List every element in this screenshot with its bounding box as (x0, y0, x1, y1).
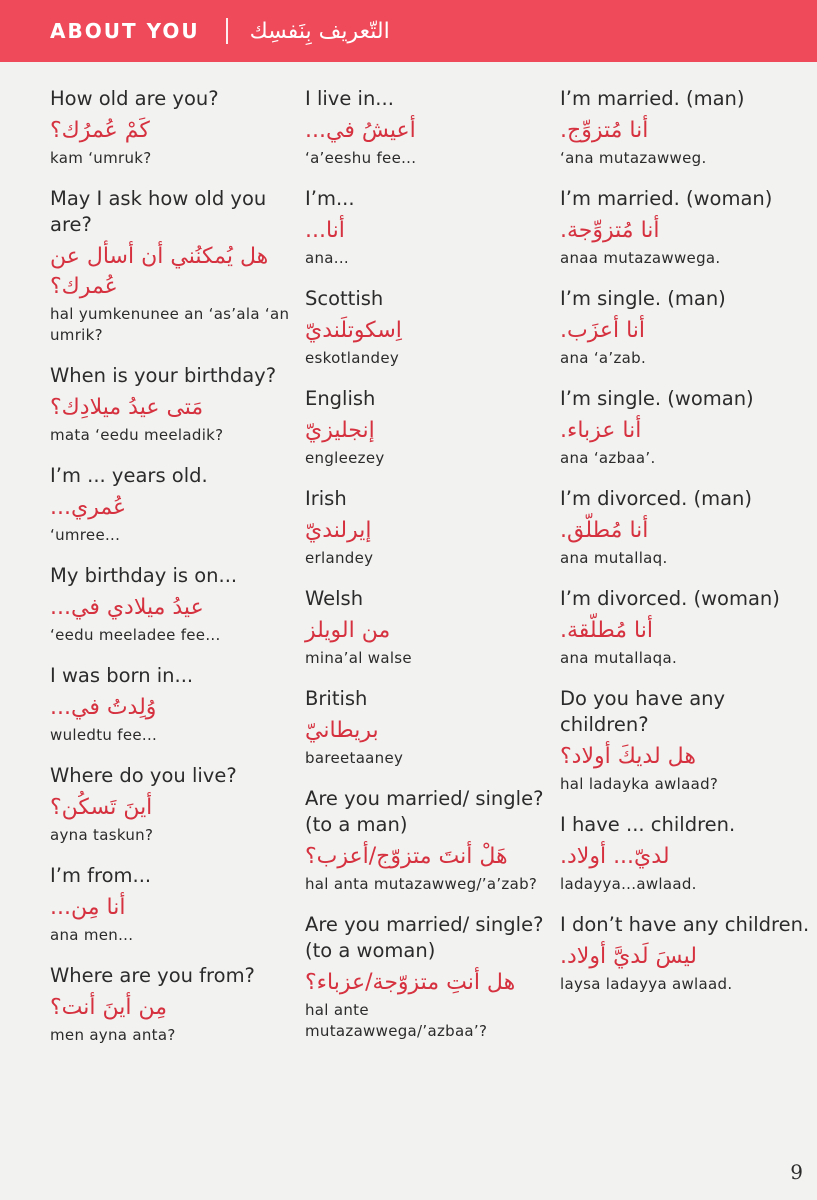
arabic-phrase: أنا عزباء. (560, 418, 642, 443)
phrase-column-3 (560, 86, 810, 1012)
arabic-phrase: أنا أعزَب. (560, 318, 646, 343)
english-phrase: I’m single. (woman) (560, 387, 754, 410)
phrase-entry (50, 963, 300, 1046)
transliteration: ayna taskun? (50, 826, 154, 844)
transliteration: hal ladayka awlaad? (560, 775, 719, 793)
section-title: ABOUT YOU (50, 19, 200, 43)
arabic-phrase: مِن أينَ أنت؟ (50, 995, 168, 1020)
arabic-phrase: هل يُمكنُني أن أسأل عن عُمرك؟ (50, 244, 269, 299)
phrase-entry (50, 363, 300, 446)
phrase-entry (50, 763, 300, 846)
transliteration: hal yumkenunee an ‘as’ala ‘an umrik? (50, 305, 290, 344)
phrase-entry (50, 86, 300, 169)
header-divider (226, 18, 228, 44)
arabic-phrase: بريطانيّ (305, 718, 379, 743)
phrase-entry (305, 86, 555, 169)
english-phrase: I’m single. (man) (560, 287, 726, 310)
phrase-entry (560, 86, 810, 169)
transliteration: kam ‘umruk? (50, 149, 152, 167)
transliteration: erlandey (305, 549, 374, 567)
arabic-phrase: ليسَ لَديَّ أولاد. (560, 944, 697, 969)
phrase-entry (50, 463, 300, 546)
phrase-entry (560, 912, 810, 995)
transliteration: hal anta mutazawweg/’a’zab? (305, 875, 538, 893)
arabic-phrase: وُلِدتُ في... (50, 695, 157, 720)
page-number: 9 (790, 1160, 803, 1184)
arabic-phrase: كَمْ عُمرُك؟ (50, 118, 150, 143)
english-phrase: May I ask how old you are? (50, 187, 267, 236)
phrase-column-1 (50, 86, 300, 1063)
english-phrase: I’m divorced. (woman) (560, 587, 780, 610)
english-phrase: I was born in... (50, 664, 194, 687)
phrase-entry (305, 386, 555, 469)
transliteration: engleezey (305, 449, 385, 467)
transliteration: ana mutallaq. (560, 549, 668, 567)
english-phrase: I’m divorced. (man) (560, 487, 753, 510)
transliteration: ‘ana mutazawweg. (560, 149, 707, 167)
english-phrase: Where are you from? (50, 964, 255, 987)
english-phrase: I’m from... (50, 864, 152, 887)
arabic-phrase: لديّ... أولاد. (560, 844, 670, 869)
arabic-phrase: هَلْ أنتَ متزوّج/أعزب؟ (305, 844, 508, 869)
english-phrase: Are you married/ single? (to a man) (305, 787, 544, 836)
english-phrase: I don’t have any children. (560, 913, 810, 936)
english-phrase: I’m... (305, 187, 355, 210)
arabic-phrase: عيدُ ميلادي في... (50, 595, 204, 620)
transliteration: bareetaaney (305, 749, 404, 767)
phrase-entry (560, 686, 810, 795)
english-phrase: English (305, 387, 376, 410)
transliteration: ana... (305, 249, 349, 267)
arabic-phrase: أعيشُ في... (305, 118, 416, 143)
phrase-entry (50, 186, 300, 346)
transliteration: ana mutallaqa. (560, 649, 678, 667)
arabic-phrase: هل أنتِ متزوّجة/عزباء؟ (305, 970, 516, 995)
english-phrase: Do you have any children? (560, 687, 726, 736)
phrase-entry (305, 786, 555, 895)
phrase-entry (50, 563, 300, 646)
section-header (0, 0, 817, 62)
english-phrase: I have ... children. (560, 813, 736, 836)
phrase-column-2 (305, 86, 555, 1059)
phrase-entry (560, 186, 810, 269)
transliteration: hal ante mutazawwega/’azbaa’? (305, 1001, 488, 1040)
english-phrase: Irish (305, 487, 347, 510)
phrase-entry (305, 486, 555, 569)
phrase-entry (560, 286, 810, 369)
phrase-entry (305, 586, 555, 669)
phrase-entry (560, 812, 810, 895)
transliteration: ana ‘azbaa’. (560, 449, 656, 467)
arabic-phrase: هل لديكَ أولاد؟ (560, 744, 696, 769)
transliteration: wuledtu fee... (50, 726, 158, 744)
arabic-phrase: أنا مِن... (50, 895, 126, 920)
phrase-entry (560, 586, 810, 669)
english-phrase: I’m married. (woman) (560, 187, 773, 210)
english-phrase: Where do you live? (50, 764, 237, 787)
english-phrase: Welsh (305, 587, 364, 610)
transliteration: ‘a’eeshu fee... (305, 149, 417, 167)
transliteration: ana ‘a’zab. (560, 349, 647, 367)
transliteration: ‘umree... (50, 526, 121, 544)
phrase-entry (560, 386, 810, 469)
transliteration: ladayya...awlaad. (560, 875, 697, 893)
english-phrase: How old are you? (50, 87, 219, 110)
arabic-phrase: أنا مُتزوِّجة. (560, 218, 660, 243)
english-phrase: I live in... (305, 87, 394, 110)
english-phrase: I’m married. (man) (560, 87, 745, 110)
transliteration: anaa mutazawwega. (560, 249, 721, 267)
arabic-phrase: أنا مُطلّق. (560, 518, 649, 543)
transliteration: ana men... (50, 926, 134, 944)
arabic-phrase: أنا مُطلّقة. (560, 618, 653, 643)
arabic-phrase: مَتى عيدُ ميلادِك؟ (50, 395, 204, 420)
transliteration: eskotlandey (305, 349, 400, 367)
english-phrase: When is your birthday? (50, 364, 277, 387)
phrase-entry (305, 686, 555, 769)
arabic-phrase: من الويلز (305, 618, 391, 643)
phrase-entry (50, 863, 300, 946)
english-phrase: I’m ... years old. (50, 464, 208, 487)
english-phrase: My birthday is on... (50, 564, 238, 587)
phrase-entry (305, 912, 555, 1042)
section-title-arabic: التّعريف بِنَفسِك (249, 18, 390, 44)
arabic-phrase: إنجليزيّ (305, 418, 375, 443)
arabic-phrase: عُمري... (50, 495, 127, 520)
english-phrase: Are you married/ single? (to a woman) (305, 913, 544, 962)
phrase-entry (305, 186, 555, 269)
phrase-entry (305, 286, 555, 369)
arabic-phrase: أينَ تَسكُن؟ (50, 795, 153, 820)
arabic-phrase: أنا مُتزوِّج. (560, 118, 649, 143)
arabic-phrase: اِسكوتلَنديّ (305, 318, 402, 343)
transliteration: men ayna anta? (50, 1026, 176, 1044)
arabic-phrase: إيرلنديّ (305, 518, 372, 543)
phrase-entry (560, 486, 810, 569)
transliteration: mata ‘eedu meeladik? (50, 426, 224, 444)
transliteration: laysa ladayya awlaad. (560, 975, 733, 993)
transliteration: ‘eedu meeladee fee... (50, 626, 221, 644)
transliteration: mina’al walse (305, 649, 412, 667)
english-phrase: British (305, 687, 368, 710)
arabic-phrase: أنا... (305, 218, 345, 243)
phrase-entry (50, 663, 300, 746)
english-phrase: Scottish (305, 287, 384, 310)
